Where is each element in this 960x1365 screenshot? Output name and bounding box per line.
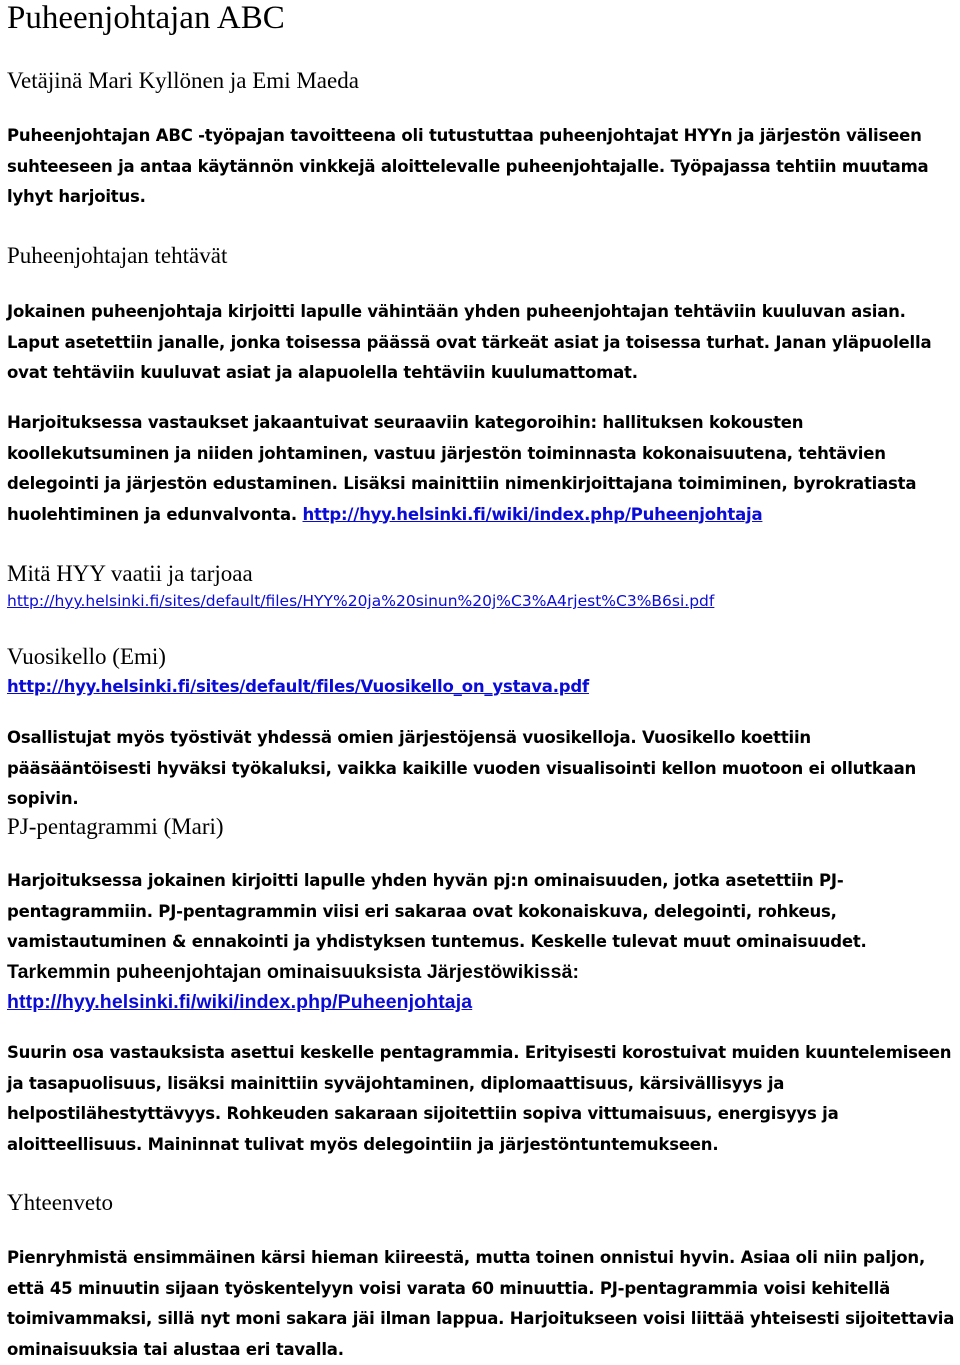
jarjestowiki-link[interactable]: http://hyy.helsinki.fi/wiki/index.php/Puheenjohtaja	[7, 991, 473, 1013]
tulokset-paragraph: Suurin osa vastauksista asettui keskelle pentagrammia. Erityisesti korostuivat muiden kuuntelemiseen ja tasapuolisuus, lisäksi mainittiin syväjohtaminen, diplomaattisuus, kärsivällisyys ja helpostilähestyttävyys. Rohkeuden sakaraan sijoitettiin sopiva vittumaisuus, energisyys ja aloitteellisuus. Maininnat tulivat myös delegointiin ja järjestöntuntemukseen.	[7, 1043, 952, 1154]
kategoriat-paragraph	[7, 408, 959, 530]
section-heading-pentagrammi: PJ-pentagrammi (Mari)	[7, 814, 224, 839]
section-heading-tehtavat: Puheenjohtajan tehtävät	[7, 243, 228, 268]
page-title: Puheenjohtajan ABC	[7, 0, 285, 36]
kategoriat-text: Harjoituksessa vastaukset jakaantuivat seuraaviin kategoroihin: hallituksen kokousten koollekutsuminen ja niiden johtaminen, vastuu järjestön toiminnasta kokonaisuutena, tehtävien delegointi ja järjestön edustaminen. Lisäksi mainittiin nimenkirjoittajana toimiminen, byrokratiasta huolehtiminen ja edunvalvonta.	[7, 413, 917, 524]
tarkemmin-text: Tarkemmin puheenjohtajan ominaisuuksista Järjestöwikissä:	[7, 961, 580, 983]
section-heading-yhteenveto: Yhteenveto	[7, 1190, 114, 1215]
intro-paragraph: Puheenjohtajan ABC -työpajan tavoitteena oli tutustuttaa puheenjohtajat HYYn ja järjestön väliseen suhteeseen ja antaa käytännön vinkkejä aloittelevalle puheenjohtajalle. Työpajassa tehtiin muutama lyhyt harjoitus.	[7, 126, 929, 206]
tehtavat-paragraph: Jokainen puheenjohtaja kirjoitti lapulle vähintään yhden puheenjohtajan tehtäviin kuuluvan asian. Laput asetettiin janalle, jonka toisessa päässä ovat tärkeät asiat ja toisessa turhat. Janan yläpuolella ovat tehtäviin kuuluvat asiat ja alapuolella tehtäviin kuulumattomat.	[7, 302, 932, 382]
section-heading-hyy: Mitä HYY vaatii ja tarjoaa	[7, 561, 253, 586]
pentagrammi-paragraph: Harjoituksessa jokainen kirjoitti lapulle yhden hyvän pj:n ominaisuuden, jotka asetettiin PJ-pentagrammiin. PJ-pentagrammin viisi eri sakaraa ovat kokonaiskuva, delegointi, rohkeus, vamistautuminen & ennakointi ja yhdistyksen tuntemus. Keskelle tulevat muut ominaisuudet.	[7, 871, 867, 951]
hyy-pdf-link[interactable]: http://hyy.helsinki.fi/sites/default/files/HYY%20ja%20sinun%20j%C3%A4rjest%C3%B6si.pdf	[7, 592, 715, 610]
yhteenveto-paragraph: Pienryhmistä ensimmäinen kärsi hieman kiireestä, mutta toinen onnistui hyvin. Asiaa oli niin paljon, että 45 minuutin sijaan työskentelyyn voisi varata 60 minuuttia. PJ-pentagrammia voisi kehitellä toimivammaksi, sillä nyt moni sakara jäi ilman lappua. Harjoitukseen voisi liittää yhteisesti sijoitettavia ominaisuuksia tai alustaa eri tavalla.	[7, 1248, 955, 1359]
vuosikello-paragraph: Osallistujat myös työstivät yhdessä omien järjestöjensä vuosikelloja. Vuosikello koettiin pääsääntöisesti hyväksi työkaluksi, vaikka kaikille vuoden visualisointi kellon muotoon ei ollutkaan sopivin.	[7, 728, 917, 808]
vuosikello-pdf-link[interactable]: http://hyy.helsinki.fi/sites/default/files/Vuosikello_on_ystava.pdf	[7, 677, 589, 696]
puheenjohtaja-wiki-link[interactable]: http://hyy.helsinki.fi/wiki/index.php/Puheenjohtaja	[302, 504, 763, 524]
section-heading-vuosikello: Vuosikello (Emi)	[7, 644, 166, 669]
page-subtitle: Vetäjinä Mari Kyllönen ja Emi Maeda	[7, 68, 359, 93]
